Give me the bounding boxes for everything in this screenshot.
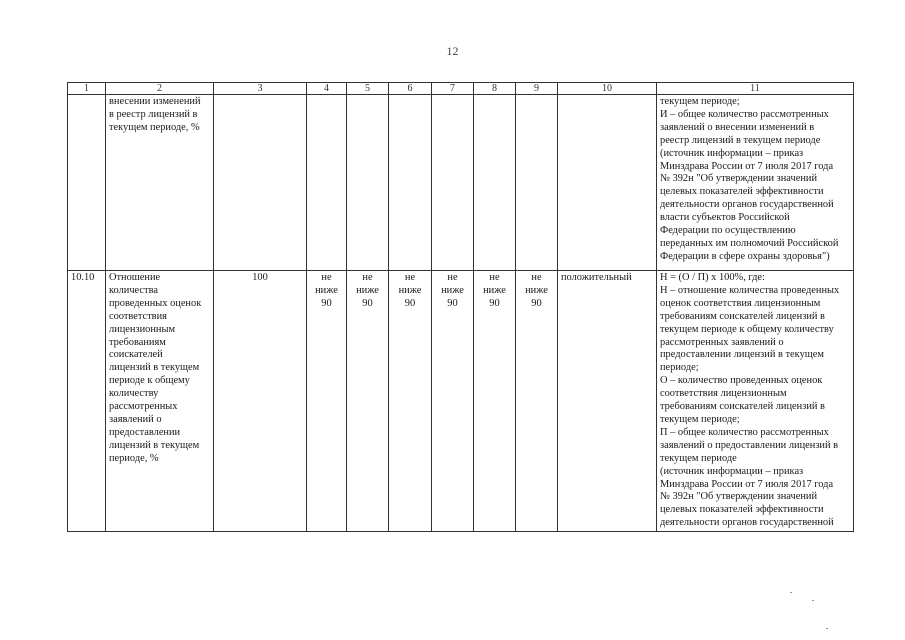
trend-cell: положительный	[558, 271, 657, 532]
column-number: 2	[106, 83, 214, 95]
column-number: 4	[307, 83, 347, 95]
column-number: 5	[347, 83, 389, 95]
method-cell: текущем периоде; И – общее количество рассмотренных заявлений о внесении изменений в реестр лицензий в текущем периоде (источник информации – приказ Минздрава России от 7 июля 2017 года № 392н "Об утверждении значений целевых показателей эффективности деятельности органов государственной власти субъектов Российской Федерации по осуществлению переданных им полномочий Российской Федерации в сфере охраны здоровья")	[657, 95, 854, 271]
table-row	[68, 271, 854, 532]
scan-speck	[826, 628, 828, 629]
base-value-cell	[214, 95, 307, 271]
row-number-cell	[68, 95, 106, 271]
target-value-cell: не ниже 90	[474, 271, 516, 532]
target-value-cell: не ниже 90	[347, 271, 389, 532]
target-value-cell	[474, 95, 516, 271]
target-value-cell: не ниже 90	[389, 271, 432, 532]
target-value-cell	[516, 95, 558, 271]
row-number-cell: 10.10	[68, 271, 106, 532]
target-value-cell	[307, 95, 347, 271]
method-cell: Н = (О / П) х 100%, где: Н – отношение количества проведенных оценок соответствия лицензионным требованиям соискателей лицензий в текущем периоде к общему количеству рассмотренных заявлений о предоставлении лицензий в текущем периоде; О – количество проведенных оценок соответствия лицензионным требованиям соискателей лицензий в текущем периоде; П – общее количество рассмотренных заявлений о предоставлении лицензий в текущем периоде (источник информации – приказ Минздрава России от 7 июля 2017 года № 392н "Об утверждении значений целевых показателей эффективности деятельности органов государственной	[657, 271, 854, 532]
column-number: 3	[214, 83, 307, 95]
target-value-cell	[389, 95, 432, 271]
column-number: 8	[474, 83, 516, 95]
column-number: 1	[68, 83, 106, 95]
page-number: 12	[446, 44, 459, 58]
column-number: 7	[432, 83, 474, 95]
target-value-cell	[432, 95, 474, 271]
scan-speck	[790, 592, 792, 593]
indicators-table	[67, 82, 854, 532]
column-number: 11	[657, 83, 854, 95]
target-value-cell	[347, 95, 389, 271]
table-row	[68, 95, 854, 271]
indicator-name-cell: внесении изменений в реестр лицензий в текущем периоде, %	[106, 95, 214, 271]
target-value-cell: не ниже 90	[516, 271, 558, 532]
trend-cell	[558, 95, 657, 271]
column-number: 9	[516, 83, 558, 95]
target-value-cell: не ниже 90	[432, 271, 474, 532]
scan-speck	[812, 600, 814, 601]
indicator-name-cell: Отношение количества проведенных оценок соответствия лицензионным требованиям соискателей лицензий в текущем периоде к общему количеству рассмотренных заявлений о предоставлении лицензий в текущем периоде, %	[106, 271, 214, 532]
base-value-cell: 100	[214, 271, 307, 532]
column-number: 6	[389, 83, 432, 95]
column-number-row	[68, 83, 854, 95]
column-number: 10	[558, 83, 657, 95]
target-value-cell: не ниже 90	[307, 271, 347, 532]
